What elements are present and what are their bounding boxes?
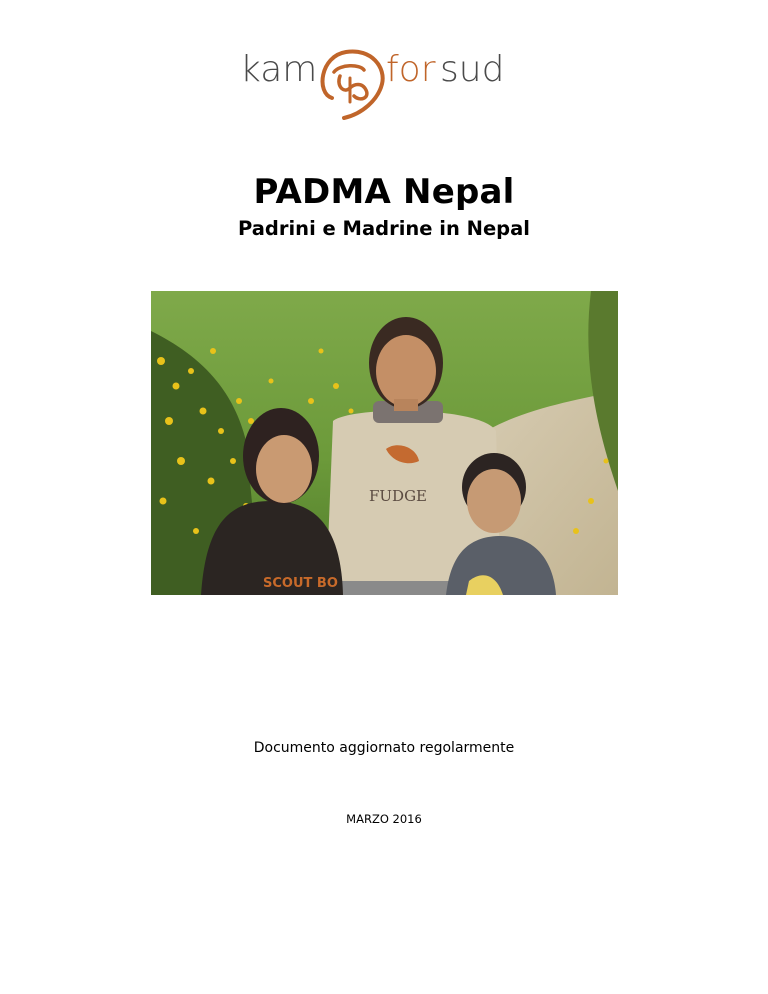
document-date: MARZO 2016	[346, 812, 422, 826]
kamforsud-logo	[236, 38, 526, 120]
document-title: PADMA Nepal	[253, 172, 515, 212]
logo-graphic	[236, 38, 526, 120]
logo-emblem-icon	[323, 51, 383, 118]
children-photo	[151, 291, 618, 595]
children-photo-graphic	[151, 291, 618, 595]
document-update-note: Documento aggiornato regolarmente	[253, 740, 515, 756]
document-subtitle: Padrini e Madrine in Nepal	[238, 217, 530, 240]
logo-text-for: for	[386, 49, 436, 90]
logo-text-sud: sud	[440, 49, 505, 90]
shirt-text-center: FUDGE	[369, 487, 428, 505]
shirt-text-left: SCOUT BO	[263, 576, 338, 591]
logo-text-kam: kam	[240, 49, 318, 90]
